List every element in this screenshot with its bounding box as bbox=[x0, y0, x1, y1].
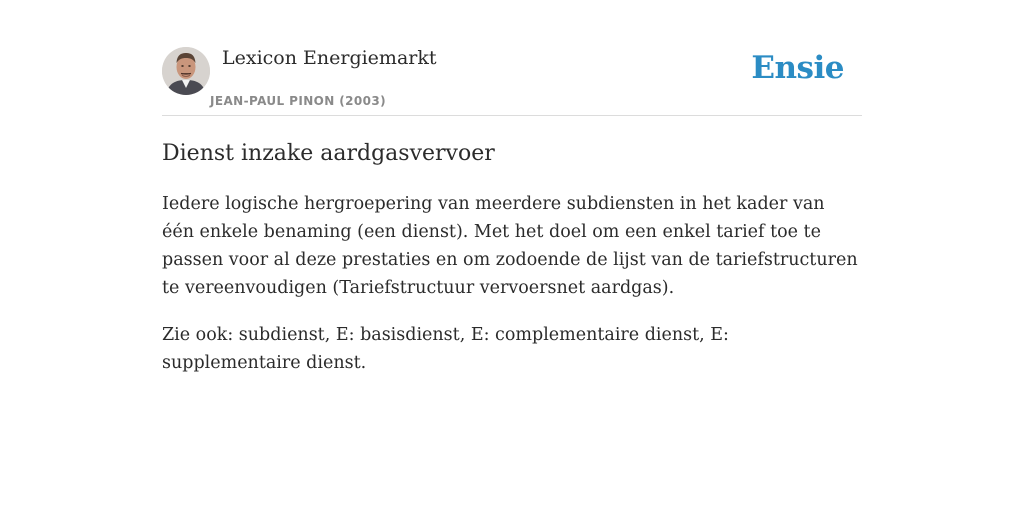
author-name: JEAN-PAUL PINON (2003) bbox=[210, 94, 387, 108]
lexicon-title[interactable]: Lexicon Energiemarkt bbox=[222, 47, 437, 69]
lexicon-card bbox=[162, 44, 862, 377]
entry-definition: Iedere logische hergroepering van meerdere subdiensten in het kader van één enkele benaming (een dienst). Met het doel om een enkel tarief toe te passen voor al deze prestaties en om zodoende de lijst van de tariefstructuren te vereenvoudigen (Tariefstructuur vervoersnet aardgas). bbox=[162, 194, 858, 298]
card-header bbox=[162, 44, 862, 116]
author-avatar[interactable] bbox=[162, 47, 210, 95]
entry-title: Dienst inzake aardgasvervoer bbox=[162, 141, 495, 166]
person-portrait-icon bbox=[162, 47, 210, 95]
see-also-text: Zie ook: subdienst, E: basisdienst, E: complementaire dienst, E: supplementaire dienst. bbox=[162, 325, 729, 373]
ensie-logo[interactable]: Ensie bbox=[751, 50, 844, 86]
